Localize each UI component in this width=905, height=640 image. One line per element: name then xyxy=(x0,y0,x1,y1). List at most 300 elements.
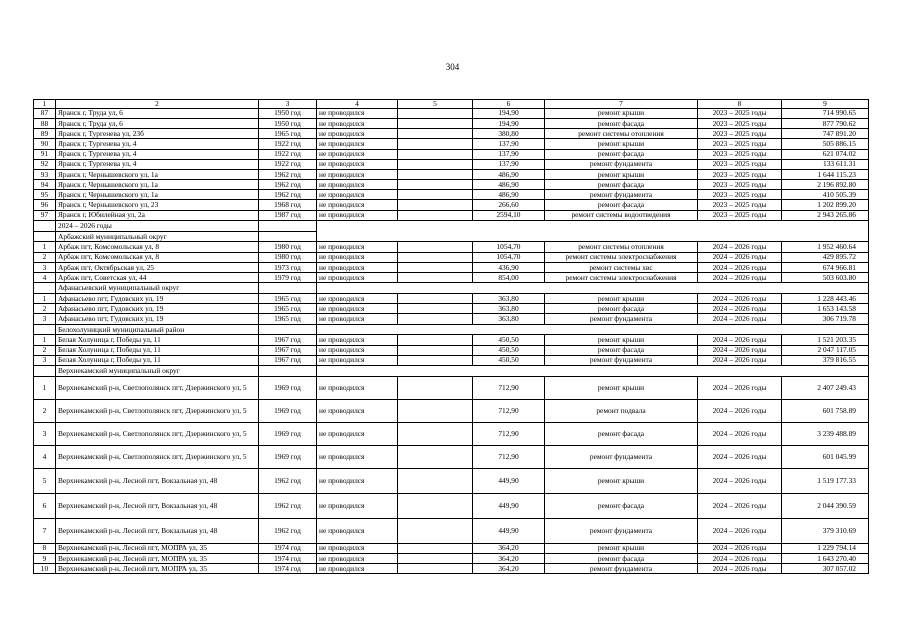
work-type-cell: ремонт фасада xyxy=(545,422,698,445)
table-row xyxy=(34,242,869,252)
last-repair-status-cell: не проводился xyxy=(317,190,398,200)
work-type-cell: ремонт фундамента xyxy=(545,355,698,365)
period-cell: 2024 – 2026 годы xyxy=(698,493,782,518)
work-type-cell: ремонт системы электроснабжения xyxy=(545,252,698,262)
row-number-cell: 97 xyxy=(34,210,56,220)
work-type-cell: ремонт системы отопления xyxy=(545,242,698,252)
last-repair-status-cell: не проводился xyxy=(317,445,398,468)
section-empty-cell xyxy=(317,220,869,231)
cost-cell: 2 196 892.80 xyxy=(782,180,869,190)
build-year-cell: 1969 год xyxy=(259,376,317,399)
table-row xyxy=(34,376,869,399)
address-cell: Белая Холуница г, Победы ул, 11 xyxy=(56,345,259,355)
build-year-cell: 1969 год xyxy=(259,422,317,445)
cost-cell: 747 891.20 xyxy=(782,129,869,139)
address-cell: Яранск г, Тургенева ул, 4 xyxy=(56,159,259,169)
address-cell: Афанасьево пгт, Гудовских ул, 19 xyxy=(56,293,259,303)
table-row xyxy=(34,129,869,139)
section-label: Арбажский муниципальный округ xyxy=(56,231,259,242)
section-empty-cell xyxy=(259,220,317,231)
table-row xyxy=(34,190,869,200)
area-cell: 449,90 xyxy=(473,468,545,493)
work-type-cell: ремонт фундамента xyxy=(545,190,698,200)
address-cell: Яранск г, Тургенева ул, 4 xyxy=(56,149,259,159)
address-cell: Афанасьево пгт, Гудовских ул, 19 xyxy=(56,304,259,314)
address-cell: Яранск г, Тургенева ул, 23б xyxy=(56,129,259,139)
build-year-cell: 1967 год xyxy=(259,335,317,345)
cost-cell: 307 057.02 xyxy=(782,564,869,574)
period-cell: 2024 – 2026 годы xyxy=(698,518,782,543)
column-5-cell xyxy=(398,180,473,190)
address-cell: Верхнекамский р-н, Лесной пгт, МОПРА ул, 35 xyxy=(56,543,259,553)
area-cell: 712,90 xyxy=(473,445,545,468)
column-5-cell xyxy=(398,149,473,159)
address-cell: Яранск г, Труда ул, 6 xyxy=(56,108,259,118)
build-year-cell: 1950 год xyxy=(259,108,317,118)
area-cell: 364,20 xyxy=(473,543,545,553)
column-5-cell xyxy=(398,518,473,543)
cost-cell: 714 990.65 xyxy=(782,108,869,118)
build-year-cell: 1974 год xyxy=(259,553,317,563)
cost-cell: 1 202 899.20 xyxy=(782,200,869,210)
header-cell: 6 xyxy=(473,100,545,109)
cost-cell: 379 310.69 xyxy=(782,518,869,543)
section-header-row xyxy=(34,283,869,294)
table-row xyxy=(34,564,869,574)
table-row xyxy=(34,314,869,324)
period-cell: 2024 – 2026 годы xyxy=(698,252,782,262)
row-number-cell: 1 xyxy=(34,293,56,303)
address-cell: Афанасьево пгт, Гудовских ул, 19 xyxy=(56,314,259,324)
table-row xyxy=(34,399,869,422)
last-repair-status-cell: не проводился xyxy=(317,335,398,345)
last-repair-status-cell: не проводился xyxy=(317,180,398,190)
cost-cell: 379 816.55 xyxy=(782,355,869,365)
last-repair-status-cell: не проводился xyxy=(317,422,398,445)
column-5-cell xyxy=(398,108,473,118)
last-repair-status-cell: не проводился xyxy=(317,210,398,220)
work-type-cell: ремонт крыши xyxy=(545,169,698,179)
section-header-row xyxy=(34,220,869,231)
build-year-cell: 1922 год xyxy=(259,139,317,149)
address-cell: Белая Холуница г, Победы ул, 11 xyxy=(56,355,259,365)
column-5-cell xyxy=(398,553,473,563)
section-spacer-cell xyxy=(34,324,56,335)
area-cell: 266,60 xyxy=(473,200,545,210)
header-cell: 5 xyxy=(398,100,473,109)
table-row xyxy=(34,149,869,159)
build-year-cell: 1965 год xyxy=(259,293,317,303)
last-repair-status-cell: не проводился xyxy=(317,543,398,553)
work-type-cell: ремонт подвала xyxy=(545,399,698,422)
build-year-cell: 1965 год xyxy=(259,314,317,324)
section-header-row xyxy=(34,231,869,242)
section-empty-cell xyxy=(317,324,869,335)
last-repair-status-cell: не проводился xyxy=(317,129,398,139)
period-cell: 2024 – 2026 годы xyxy=(698,242,782,252)
work-type-cell: ремонт крыши xyxy=(545,376,698,399)
column-5-cell xyxy=(398,272,473,282)
area-cell: 449,90 xyxy=(473,493,545,518)
header-cell: 4 xyxy=(317,100,398,109)
address-cell: Яранск г, Чернышевского ул, 23 xyxy=(56,200,259,210)
area-cell: 436,90 xyxy=(473,262,545,272)
area-cell: 2594,10 xyxy=(473,210,545,220)
table-row xyxy=(34,118,869,128)
header-cell: 2 xyxy=(56,100,259,109)
work-type-cell: ремонт фасада xyxy=(545,553,698,563)
work-type-cell: ремонт крыши xyxy=(545,108,698,118)
area-cell: 137,90 xyxy=(473,149,545,159)
last-repair-status-cell: не проводился xyxy=(317,149,398,159)
period-cell: 2024 – 2026 годы xyxy=(698,399,782,422)
work-type-cell: ремонт фундамента xyxy=(545,159,698,169)
address-cell: Верхнекамский р-н, Светлополянск пгт, Дзержинского ул, 5 xyxy=(56,399,259,422)
last-repair-status-cell: не проводился xyxy=(317,200,398,210)
row-number-cell: 93 xyxy=(34,169,56,179)
column-5-cell xyxy=(398,252,473,262)
repair-schedule-table xyxy=(33,99,869,574)
section-empty-cell xyxy=(259,283,317,294)
area-cell: 380,80 xyxy=(473,129,545,139)
table-row xyxy=(34,169,869,179)
area-cell: 450,50 xyxy=(473,345,545,355)
build-year-cell: 1969 год xyxy=(259,445,317,468)
header-cell: 1 xyxy=(34,100,56,109)
work-type-cell: ремонт фундамента xyxy=(545,445,698,468)
section-empty-cell xyxy=(259,365,317,376)
table-row xyxy=(34,210,869,220)
cost-cell: 429 895.72 xyxy=(782,252,869,262)
row-number-cell: 3 xyxy=(34,314,56,324)
row-number-cell: 5 xyxy=(34,468,56,493)
build-year-cell: 1962 год xyxy=(259,169,317,179)
column-5-cell xyxy=(398,399,473,422)
build-year-cell: 1922 год xyxy=(259,149,317,159)
period-cell: 2024 – 2026 годы xyxy=(698,553,782,563)
work-type-cell: ремонт системы водоотведения xyxy=(545,210,698,220)
table-row xyxy=(34,493,869,518)
build-year-cell: 1965 год xyxy=(259,129,317,139)
cost-cell: 1 653 143.58 xyxy=(782,304,869,314)
last-repair-status-cell: не проводился xyxy=(317,399,398,422)
last-repair-status-cell: не проводился xyxy=(317,553,398,563)
row-number-cell: 8 xyxy=(34,543,56,553)
last-repair-status-cell: не проводился xyxy=(317,468,398,493)
period-cell: 2023 – 2025 годы xyxy=(698,200,782,210)
table-row xyxy=(34,293,869,303)
build-year-cell: 1965 год xyxy=(259,304,317,314)
table-row xyxy=(34,159,869,169)
row-number-cell: 3 xyxy=(34,422,56,445)
section-header-row xyxy=(34,365,869,376)
table-row xyxy=(34,304,869,314)
cost-cell: 2 044 390.59 xyxy=(782,493,869,518)
column-5-cell xyxy=(398,262,473,272)
row-number-cell: 1 xyxy=(34,335,56,345)
work-type-cell: ремонт фасада xyxy=(545,149,698,159)
build-year-cell: 1967 год xyxy=(259,355,317,365)
cost-cell: 410 505.39 xyxy=(782,190,869,200)
work-type-cell: ремонт фасада xyxy=(545,345,698,355)
row-number-cell: 9 xyxy=(34,553,56,563)
section-spacer-cell xyxy=(34,283,56,294)
build-year-cell: 1967 год xyxy=(259,345,317,355)
section-label: Белохолуницкий муниципальный район xyxy=(56,324,259,335)
address-cell: Верхнекамский р-н, Лесной пгт, МОПРА ул, 35 xyxy=(56,553,259,563)
column-5-cell xyxy=(398,335,473,345)
work-type-cell: ремонт крыши xyxy=(545,293,698,303)
build-year-cell: 1979 год xyxy=(259,272,317,282)
cost-cell: 877 790.62 xyxy=(782,118,869,128)
address-cell: Арбаж пгт, Советская ул, 44 xyxy=(56,272,259,282)
column-5-cell xyxy=(398,376,473,399)
area-cell: 137,90 xyxy=(473,159,545,169)
address-cell: Яранск г, Труда ул, 6 xyxy=(56,118,259,128)
address-cell: Яранск г, Тургенева ул, 4 xyxy=(56,139,259,149)
header-cell: 8 xyxy=(698,100,782,109)
table-row xyxy=(34,345,869,355)
period-cell: 2024 – 2026 годы xyxy=(698,543,782,553)
period-cell: 2023 – 2025 годы xyxy=(698,169,782,179)
column-5-cell xyxy=(398,190,473,200)
last-repair-status-cell: не проводился xyxy=(317,139,398,149)
row-number-cell: 2 xyxy=(34,399,56,422)
work-type-cell: ремонт фасада xyxy=(545,118,698,128)
address-cell: Яранск г, Чернышевского ул, 1а xyxy=(56,169,259,179)
row-number-cell: 3 xyxy=(34,355,56,365)
column-5-cell xyxy=(398,129,473,139)
column-5-cell xyxy=(398,293,473,303)
area-cell: 194,90 xyxy=(473,108,545,118)
table-row xyxy=(34,180,869,190)
work-type-cell: ремонт крыши xyxy=(545,335,698,345)
last-repair-status-cell: не проводился xyxy=(317,108,398,118)
address-cell: Верхнекамский р-н, Лесной пгт, МОПРА ул, 35 xyxy=(56,564,259,574)
work-type-cell: ремонт фасада xyxy=(545,304,698,314)
row-number-cell: 4 xyxy=(34,272,56,282)
period-cell: 2024 – 2026 годы xyxy=(698,335,782,345)
table-row xyxy=(34,468,869,493)
table-row xyxy=(34,252,869,262)
cost-cell: 674 966.81 xyxy=(782,262,869,272)
row-number-cell: 2 xyxy=(34,252,56,262)
cost-cell: 1 952 460.64 xyxy=(782,242,869,252)
column-5-cell xyxy=(398,493,473,518)
build-year-cell: 1969 год xyxy=(259,399,317,422)
cost-cell: 133 611.31 xyxy=(782,159,869,169)
cost-cell: 306 719.78 xyxy=(782,314,869,324)
section-empty-cell xyxy=(317,231,869,242)
work-type-cell: ремонт фундамента xyxy=(545,564,698,574)
column-5-cell xyxy=(398,543,473,553)
row-number-cell: 91 xyxy=(34,149,56,159)
build-year-cell: 1962 год xyxy=(259,518,317,543)
address-cell: Яранск г, Юбилейная ул, 2а xyxy=(56,210,259,220)
period-cell: 2023 – 2025 годы xyxy=(698,159,782,169)
build-year-cell: 1962 год xyxy=(259,190,317,200)
table-row xyxy=(34,445,869,468)
last-repair-status-cell: не проводился xyxy=(317,272,398,282)
last-repair-status-cell: не проводился xyxy=(317,169,398,179)
period-cell: 2024 – 2026 годы xyxy=(698,468,782,493)
period-cell: 2024 – 2026 годы xyxy=(698,314,782,324)
cost-cell: 3 239 488.89 xyxy=(782,422,869,445)
work-type-cell: ремонт системы отопления xyxy=(545,129,698,139)
address-cell: Яранск г, Чернышевского ул, 1а xyxy=(56,190,259,200)
cost-cell: 1 521 203.35 xyxy=(782,335,869,345)
cost-cell: 601 758.89 xyxy=(782,399,869,422)
address-cell: Верхнекамский р-н, Лесной пгт, Вокзальная ул, 48 xyxy=(56,518,259,543)
column-5-cell xyxy=(398,468,473,493)
row-number-cell: 7 xyxy=(34,518,56,543)
work-type-cell: ремонт системы электроснабжения xyxy=(545,272,698,282)
area-cell: 854,00 xyxy=(473,272,545,282)
header-cell: 7 xyxy=(545,100,698,109)
table-row xyxy=(34,335,869,345)
section-empty-cell xyxy=(317,283,869,294)
cost-cell: 1 228 443.46 xyxy=(782,293,869,303)
period-cell: 2024 – 2026 годы xyxy=(698,345,782,355)
row-number-cell: 4 xyxy=(34,445,56,468)
section-empty-cell xyxy=(259,231,317,242)
column-5-cell xyxy=(398,200,473,210)
area-cell: 1054,70 xyxy=(473,242,545,252)
row-number-cell: 92 xyxy=(34,159,56,169)
area-cell: 712,90 xyxy=(473,376,545,399)
build-year-cell: 1922 год xyxy=(259,159,317,169)
row-number-cell: 1 xyxy=(34,242,56,252)
last-repair-status-cell: не проводился xyxy=(317,159,398,169)
section-empty-cell xyxy=(259,324,317,335)
table-body xyxy=(34,100,869,574)
table-row xyxy=(34,543,869,553)
work-type-cell: ремонт фундамента xyxy=(545,314,698,324)
period-cell: 2023 – 2025 годы xyxy=(698,118,782,128)
area-cell: 712,90 xyxy=(473,422,545,445)
table-row xyxy=(34,272,869,282)
area-cell: 364,20 xyxy=(473,553,545,563)
build-year-cell: 1950 год xyxy=(259,118,317,128)
period-cell: 2024 – 2026 годы xyxy=(698,376,782,399)
row-number-cell: 95 xyxy=(34,190,56,200)
period-cell: 2023 – 2025 годы xyxy=(698,129,782,139)
cost-cell: 601 045.99 xyxy=(782,445,869,468)
column-5-cell xyxy=(398,314,473,324)
build-year-cell: 1968 год xyxy=(259,200,317,210)
table-row xyxy=(34,553,869,563)
work-type-cell: ремонт фасада xyxy=(545,180,698,190)
cost-cell: 503 603.80 xyxy=(782,272,869,282)
area-cell: 449,90 xyxy=(473,518,545,543)
header-cell: 9 xyxy=(782,100,869,109)
build-year-cell: 1974 год xyxy=(259,564,317,574)
period-cell: 2023 – 2025 годы xyxy=(698,190,782,200)
last-repair-status-cell: не проводился xyxy=(317,118,398,128)
area-cell: 450,50 xyxy=(473,355,545,365)
period-cell: 2024 – 2026 годы xyxy=(698,422,782,445)
section-label: Верхнекамский муниципальный округ xyxy=(56,365,259,376)
address-cell: Арбаж пгт, Октябрьская ул, 25 xyxy=(56,262,259,272)
last-repair-status-cell: не проводился xyxy=(317,564,398,574)
address-cell: Арбаж пгт, Комсомольская ул, 8 xyxy=(56,242,259,252)
address-cell: Яранск г, Чернышевского ул, 1а xyxy=(56,180,259,190)
header-cell: 3 xyxy=(259,100,317,109)
address-cell: Верхнекамский р-н, Светлополянск пгт, Дзержинского ул, 5 xyxy=(56,422,259,445)
row-number-cell: 3 xyxy=(34,262,56,272)
column-5-cell xyxy=(398,169,473,179)
table-row xyxy=(34,108,869,118)
row-number-cell: 6 xyxy=(34,493,56,518)
table-header-row xyxy=(34,100,869,109)
build-year-cell: 1980 год xyxy=(259,252,317,262)
period-cell: 2024 – 2026 годы xyxy=(698,304,782,314)
row-number-cell: 88 xyxy=(34,118,56,128)
last-repair-status-cell: не проводился xyxy=(317,355,398,365)
last-repair-status-cell: не проводился xyxy=(317,252,398,262)
address-cell: Арбаж пгт, Комсомольская ул, 8 xyxy=(56,252,259,262)
table-row xyxy=(34,139,869,149)
last-repair-status-cell: не проводился xyxy=(317,518,398,543)
table-row xyxy=(34,422,869,445)
section-empty-cell xyxy=(317,365,869,376)
area-cell: 486,90 xyxy=(473,180,545,190)
address-cell: Верхнекамский р-н, Лесной пгт, Вокзальная ул, 48 xyxy=(56,493,259,518)
column-5-cell xyxy=(398,564,473,574)
build-year-cell: 1980 год xyxy=(259,242,317,252)
build-year-cell: 1987 год xyxy=(259,210,317,220)
row-number-cell: 2 xyxy=(34,345,56,355)
row-number-cell: 10 xyxy=(34,564,56,574)
period-cell: 2024 – 2026 годы xyxy=(698,564,782,574)
last-repair-status-cell: не проводился xyxy=(317,376,398,399)
build-year-cell: 1973 год xyxy=(259,262,317,272)
address-cell: Верхнекамский р-н, Светлополянск пгт, Дзержинского ул, 5 xyxy=(56,376,259,399)
area-cell: 450,50 xyxy=(473,335,545,345)
column-5-cell xyxy=(398,210,473,220)
work-type-cell: ремонт фасада xyxy=(545,200,698,210)
table-row xyxy=(34,355,869,365)
column-5-cell xyxy=(398,345,473,355)
column-5-cell xyxy=(398,304,473,314)
area-cell: 363,80 xyxy=(473,293,545,303)
build-year-cell: 1962 год xyxy=(259,180,317,190)
page-number: 304 xyxy=(445,62,460,72)
section-header-row xyxy=(34,324,869,335)
row-number-cell: 89 xyxy=(34,129,56,139)
cost-cell: 2 407 249.43 xyxy=(782,376,869,399)
area-cell: 712,90 xyxy=(473,399,545,422)
last-repair-status-cell: не проводился xyxy=(317,345,398,355)
area-cell: 364,20 xyxy=(473,564,545,574)
section-label: Афанасьевский муниципальный округ xyxy=(56,283,259,294)
area-cell: 363,80 xyxy=(473,304,545,314)
work-type-cell: ремонт фундамента xyxy=(545,518,698,543)
work-type-cell: ремонт крыши xyxy=(545,139,698,149)
cost-cell: 1 643 270.40 xyxy=(782,553,869,563)
period-cell: 2024 – 2026 годы xyxy=(698,262,782,272)
build-year-cell: 1962 год xyxy=(259,493,317,518)
period-cell: 2023 – 2025 годы xyxy=(698,139,782,149)
area-cell: 486,90 xyxy=(473,169,545,179)
period-cell: 2024 – 2026 годы xyxy=(698,355,782,365)
address-cell: Белая Холуница г, Победы ул, 11 xyxy=(56,335,259,345)
last-repair-status-cell: не проводился xyxy=(317,262,398,272)
work-type-cell: ремонт фасада xyxy=(545,493,698,518)
cost-cell: 621 074.02 xyxy=(782,149,869,159)
cost-cell: 1 519 177.33 xyxy=(782,468,869,493)
column-5-cell xyxy=(398,118,473,128)
